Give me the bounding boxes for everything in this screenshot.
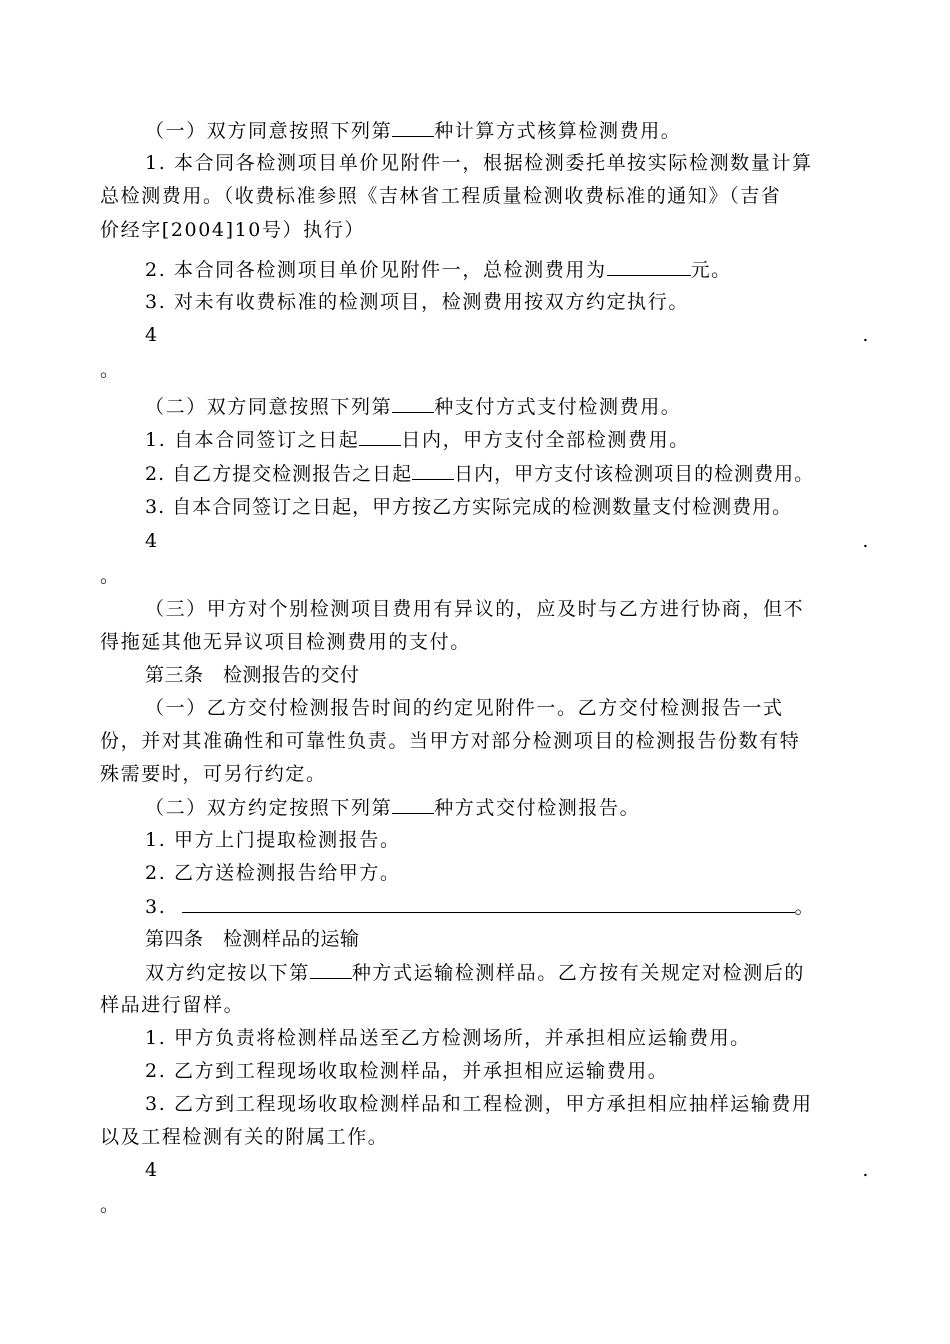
payment-option-2: 2. 自乙方提交检测报告之日起 日内，甲方支付该检测项目的检测费用。 [145, 463, 815, 485]
blank-line [182, 894, 795, 913]
payment-option-1: 1. 自本合同签订之日起 日内，甲方支付全部检测费用。 [145, 429, 690, 451]
fee-dispute-line2: 得拖延其他无异议项目检测费用的支付。 [100, 631, 471, 653]
blank-line [412, 461, 454, 480]
fee-option-1-line3: 价经字[2004]10号）执行） [100, 219, 365, 241]
transport-option-3-line1: 3. 乙方到工程现场收取检测样品和工程检测，甲方承担相应抽样运输费用 [145, 1093, 813, 1115]
blank-line [607, 257, 691, 276]
fee-option-4: 4 . [145, 324, 870, 346]
report-option-2: 2. 乙方送检测报告给甲方。 [145, 862, 401, 884]
transport-option-3-line2: 以及工程检测有关的附属工作。 [100, 1126, 389, 1148]
report-option-1: 1. 甲方上门提取检测报告。 [145, 829, 401, 851]
blank-line [392, 118, 434, 137]
fee-dispute-line1: （三）甲方对个别检测项目费用有异议的，应及时与乙方进行协商，但不 [145, 598, 805, 620]
fee-option-3: 3. 对未有收费标准的检测项目，检测费用按双方约定执行。 [145, 291, 689, 313]
fee-option-1-line2: 总检测费用。（收费标准参照《吉林省工程质量检测收费标准的通知》（吉省 [100, 185, 782, 207]
transport-option-4-tail: 。 [100, 1194, 120, 1216]
fee-option-4-tail: 。 [100, 359, 120, 381]
payment-method-clause: （二）双方同意按照下列第 种支付方式支付检测费用。 [145, 396, 682, 418]
sample-transport-clause: 双方约定按以下第 种方式运输检测样品。乙方按有关规定对检测后的 [145, 962, 806, 984]
fee-option-1-line1: 1. 本合同各检测项目单价见附件一，根据检测委托单按实际检测数量计算 [145, 152, 813, 174]
fee-calc-clause: （一）双方同意按照下列第 种计算方式核算检测费用。 [145, 120, 682, 142]
blank-line [392, 795, 434, 814]
sample-transport-line2: 样品进行留样。 [100, 994, 245, 1016]
report-method-clause: （二）双方约定按照下列第 种方式交付检测报告。 [145, 797, 641, 819]
transport-option-2: 2. 乙方到工程现场收取检测样品，并承担相应运输费用。 [145, 1060, 669, 1082]
payment-option-4: 4 . [145, 530, 870, 552]
transport-option-4: 4 . [145, 1159, 870, 1181]
blank-line [310, 960, 352, 979]
transport-option-1: 1. 甲方负责将检测样品送至乙方检测场所，并承担相应运输费用。 [145, 1027, 751, 1049]
blank-line [359, 427, 401, 446]
article-4-heading: 第四条 检测样品的运输 [145, 928, 360, 950]
blank-line [392, 394, 434, 413]
fee-option-2: 2. 本合同各检测项目单价见附件一，总检测费用为 元。 [145, 259, 732, 281]
payment-option-4-tail: 。 [100, 565, 120, 587]
payment-option-3: 3. 自本合同签订之日起，甲方按乙方实际完成的检测数量支付检测费用。 [145, 496, 793, 518]
report-delivery-line2: 份，并对其准确性和可靠性负责。当甲方对部分检测项目的检测报告份数有特 [100, 730, 801, 752]
article-3-heading: 第三条 检测报告的交付 [145, 664, 360, 686]
report-delivery-line3: 殊需要时，可另行约定。 [100, 763, 327, 785]
report-option-3: 3. 。 [145, 896, 816, 918]
report-delivery-line1: （一）乙方交付检测报告时间的约定见附件一。乙方交付检测报告一式 [145, 697, 784, 719]
